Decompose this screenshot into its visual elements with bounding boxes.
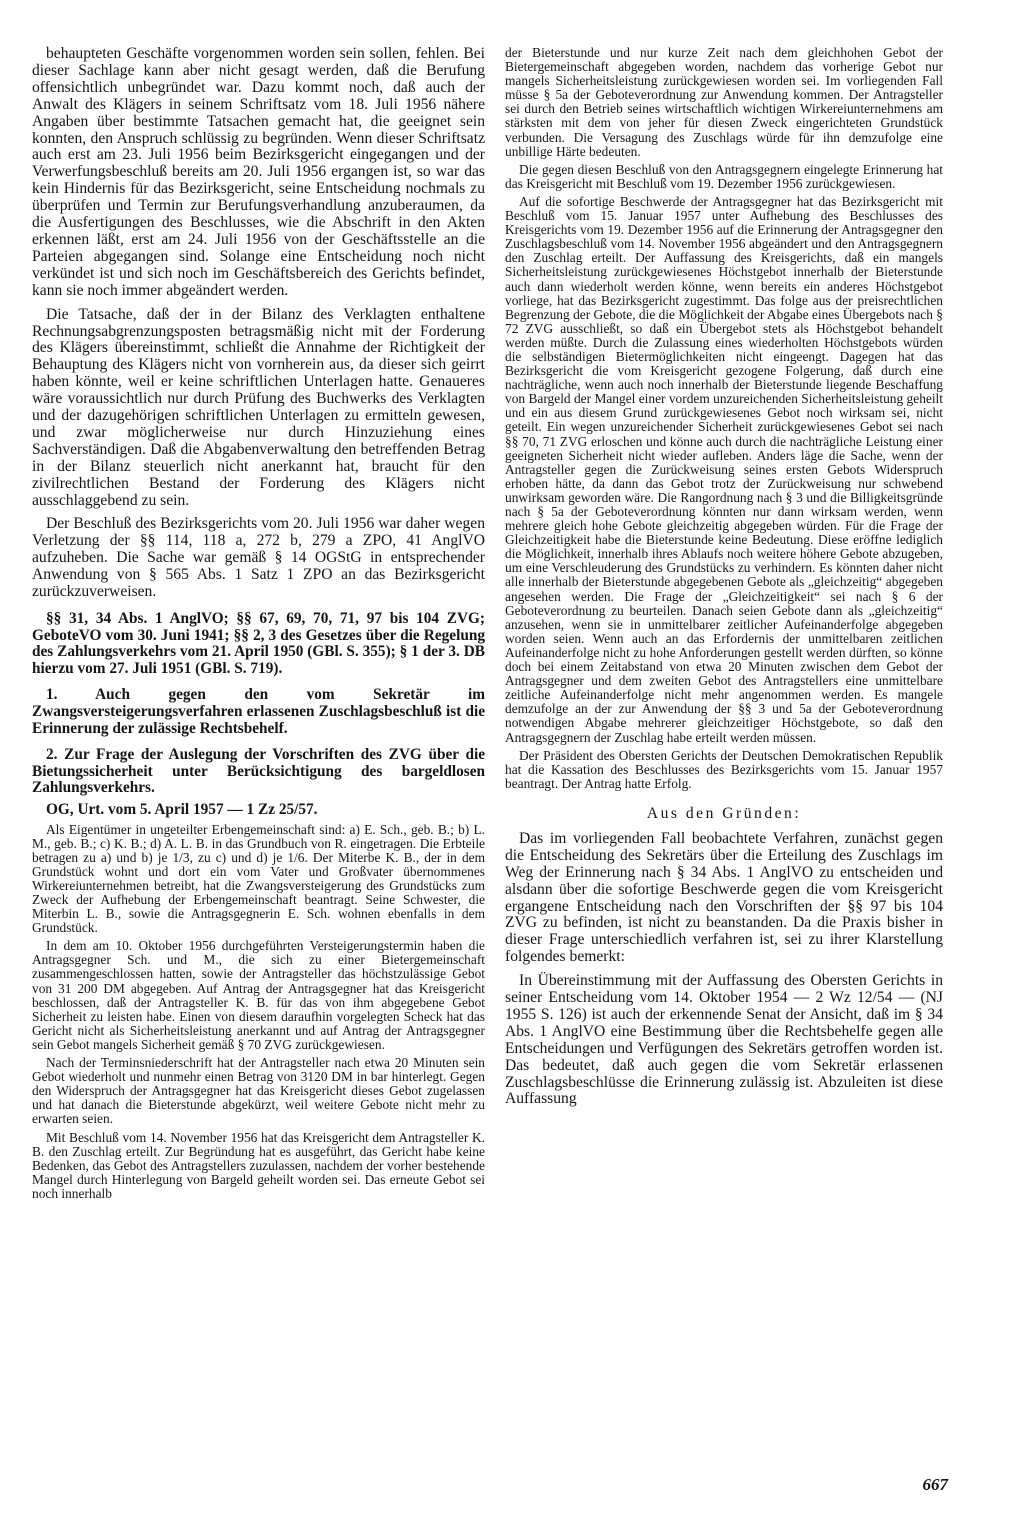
headnote-1: 1. Auch gegen den vom Sekretär im Zwangsversteigerungsverfahren erlassenen Zuschlagsbeschluß ist die Erinnerung der zulässige Rechtsbehelf.	[32, 686, 485, 737]
paragraph: behaupteten Geschäfte vorgenommen worden sein sollen, fehlen. Bei dieser Sachlage kann aber nicht gesagt werden, daß die Berufung offensichtlich unbegründet war. Dazu kommt noch, daß auch der Anwalt des Klägers in seinem Schriftsatz vom 18. Juli 1956 nähere Angaben über bestimmte Tatsachen gemacht hat, die geeignet sein konnten, den Anspruch schlüssig zu begründen. Wenn dieser Schriftsatz auch erst am 23. Juli 1956 beim Bezirksgericht eingegangen und der Verwerfungsbeschluß bereits am 20. Juli 1956 ergangen ist, so war das kein Hindernis für das Bezirksgericht, seine Entscheidung nochmals zu überprüfen und Termin zur Berufungsverhandlung anzuberaumen, da die Ausfertigungen des Beschlusses, wie die Abschrift in den Akten erkennen läßt, erst am 24. Juli 1956 von der Geschäftsstelle an die Parteien abgegangen sind. Solange eine Entscheidung noch nicht verkündet ist und sich noch im Geschäftsbereich des Gerichts befindet, kann sie noch immer abgeändert werden.	[32, 45, 485, 299]
paragraph: Die Tatsache, daß der in der Bilanz des Verklagten enthaltene Rechnungsabgrenzungsposten betragsmäßig nicht mit der Forderung des Klägers übereinstimmt, schließt die Annahme der Richtigkeit der Behauptung des Klägers nicht von vornherein aus, da dieser sich geirrt haben könnte, weil er keine schriftlichen Unterlagen hatte. Genaueres wäre voraussichtlich nur durch Prüfung des Buchwerks des Verklagten und der dazugehörigen schriftlichen Unterlagen zu ermitteln gewesen, und zwar möglicherweise nur durch Hinzuziehung eines Sachverständigen. Daß die Abgabenverwaltung den betreffenden Betrag in der Bilanz steuerlich nicht anerkannt hat, braucht für den zivilrechtlichen Bestand der Forderung des Klägers nicht ausschlaggebend zu sein.	[32, 305, 485, 509]
headnote-2: 2. Zur Frage der Auslegung der Vorschriften des ZVG über die Bietungssicherheit unter Berücksichtigung des bargeldlosen Zahlungsverkehrs.	[32, 746, 485, 797]
paragraph: Das im vorliegenden Fall beobachtete Verfahren, zunächst gegen die Entscheidung des Sekretärs über die Erteilung des Zuschlags im Weg der Erinnerung nach § 34 Abs. 1 AnglVO zu entscheiden und alsdann über die sofortige Beschwerde gegen die vom Kreisgericht ergangene Entscheidung nach den Vorschriften der §§ 97 bis 104 ZVG zu befinden, ist nicht zu beanstanden. Da die Praxis bisher in dieser Frage unterschiedlich verfahren ist, sei zu ihrer Klarstellung folgendes bemerkt:	[505, 829, 943, 966]
page-number: 667	[922, 1475, 948, 1494]
facts-paragraph: In dem am 10. Oktober 1956 durchgeführten Versteigerungstermin haben die Antragsgegner Sch. und M., die sich zu einer Bietergemeinschaft zusammengeschlossen hatten, sowie der Antragsteller das höchstzulässige Gebot von 31 200 DM abgegeben. Auf Antrag der Antragsgegner hat das Kreisgericht beschlossen, daß der Antragsteller K. B. für das von ihm abgegebene Gebot Sicherheit zu leisten habe. Einen von diesem daraufhin vorgelegten Scheck hat das Gericht nicht als Sicherheitsleistung anerkannt und auf Antrag der Antragsgegner sein Gebot mangels Sicherheit gemäß § 70 ZVG zurückgewiesen.	[32, 938, 485, 1052]
facts-paragraph: Auf die sofortige Beschwerde der Antragsgegner hat das Bezirksgericht mit Beschluß vom 15. Januar 1957 unter Aufhebung des Beschlusses des Kreisgerichts vom 19. Dezember 1956 auf die Erinnerung der Antragsgegner den Zuschlagsbeschluß vom 14. November 1956 abgeändert und den Antragsgegnern den Zuschlag erteilt. Der Auffassung des Kreisgerichts, daß ein mangels Sicherheitsleistung zurückgewiesenes Höchstgebot innerhalb der Bieterstunde auch dann wiederholt werden könne, wenn bereits ein anderes Höchstgebot vorliege, hat das Bezirksgericht zugestimmt. Das folge aus der preisrechtlichen Begrenzung der Gebote, die die Möglichkeit der Abgabe eines Übergebots nach § 72 ZVG ausschließt, so daß ein Übergebot stets als Höchstgebot behandelt werden müßte. Durch die Zulassung eines wiederholten Höchstgebots würden die selbständigen Bietermöglichkeiten nicht eingeengt. Dagegen hat das Bezirksgericht die vom Kreisgericht gezogene Folgerung, daß durch eine nachträgliche, wenn auch noch innerhalb der Bieterstunde liegende Beschaffung von Bargeld der Mangel einer vordem unzureichenden Sicherheitsleistung geheilt und ein aus diesem Grund zurückgewiesenes Gebot noch wirksam sei, nicht geteilt. Ein wegen unzureichender Sicherheit zurückgewiesenes Gebot sei nach §§ 70, 71 ZVG erloschen und könne auch durch die nachträgliche Leistung einer geeigneten Sicherheit nicht wieder aufleben. Anders läge die Sache, wenn der Antragsteller gegen die Zurückweisung seines ersten Gebots Widerspruch erhoben hätte, da dann das Gebot trotz der Zurückweisung nur schwebend unwirksam geworden wäre. Die Rangordnung nach § 3 und die Billigkeitsgründe nach § 5a der Geboteverordnung könnten nur dann wirksam werden, wenn mehrere gleich hohe Gebote gleichzeitig abgegeben würden. Für die Frage der Gleichzeitigkeit habe die Bieterstunde keine Bedeutung. Diese eröffne lediglich die Möglichkeit, innerhalb ihres Ablaufs noch weitere höhere Gebote abzugeben, um eine Verschleuderung des Grundstücks zu verhindern. Es könnten daher nicht alle innerhalb der Bieterstunde abgegebenen Gebote als „gleichzeitig“ abgegeben angesehen werden. Die Frage der „Gleichzeitigkeit“ sei nach § 6 der Geboteverordnung zu beurteilen. Danach seien Gebote dann als „gleichzeitig“ anzusehen, wenn sie in unmittelbarer zeitlicher Aufeinanderfolge abgegeben worden seien. Wenn auch an das Erfordernis der unmittelbaren zeitlichen Aufeinanderfolge nicht zu hohe Anforderungen gestellt werden dürften, so könne doch bei einem Zeitabstand von etwa 20 Minuten zwischen dem Gebot der Antragsgegner und dem zweiten Gebot des Antragstellers eine unmittelbare zeitliche Aufeinanderfolge nicht mehr angenommen werden. Es mangele demzufolge an der zur Anwendung der §§ 3 und 5a der Geboteverordnung notwendigen Abgabe mehrerer gleichzeitiger Höchstgebote, so daß den Antragsgegnern der Zuschlag habe erteilt werden müssen.	[505, 193, 943, 745]
facts-paragraph: Mit Beschluß vom 14. November 1956 hat das Kreisgericht dem Antragsteller K. B. den Zuschlag erteilt. Zur Begründung hat es ausgeführt, das Gericht habe keine Bedenken, das Gebot des Antragstellers zuzulassen, nachdem der vorher bestehende Mangel durch Hinterlegung von Bargeld geheilt worden sei. Das erneute Gebot sei noch innerhalb	[32, 1129, 485, 1201]
left-column	[32, 46, 485, 1205]
facts-paragraph: Der Präsident des Obersten Gerichts der Deutschen Demokratischen Republik hat die Kassation des Beschlusses des Bezirksgerichts vom 15. Januar 1957 beantragt. Der Antrag hatte Erfolg.	[505, 747, 943, 791]
facts-paragraph: Die gegen diesen Beschluß von den Antragsgegnern eingelegte Erinnerung hat das Kreisgericht mit Beschluß vom 19. Dezember 1956 zurückgewiesen.	[505, 161, 943, 191]
section-subheading: Aus den Gründen:	[646, 804, 802, 822]
statute-heading: §§ 31, 34 Abs. 1 AnglVO; §§ 67, 69, 70, 71, 97 bis 104 ZVG; GeboteVO vom 30. Juni 1941; §§ 2, 3 des Gesetzes über die Regelung des Zahlungsverkehrs vom 21. April 1950 (GBl. S. 355); § 1 der 3. DB hierzu vom 27. Juli 1951 (GBl. S. 719).	[32, 610, 485, 677]
paragraph: In Übereinstimmung mit der Auffassung des Obersten Gerichts in seiner Entscheidung vom 14. Oktober 1954 — 2 Wz 12/54 — (NJ 1955 S. 126) ist auch der erkennende Senat der Ansicht, daß im § 34 Abs. 1 AnglVO eine Bestimmung über die Rechtsbehelfe gegen alle Entscheidungen und Verfügungen des Sekretärs getroffen worden ist. Das bedeutet, daß auch gegen die vom Sekretär erlassenen Zuschlagsbeschlüsse die Erinnerung zulässig ist. Abzuleiten ist diese Auffassung	[505, 972, 943, 1108]
paragraph: Der Beschluß des Bezirksgerichts vom 20. Juli 1956 war daher wegen Verletzung der §§ 114, 118 a, 272 b, 279 a ZPO, 41 AnglVO aufzuheben. Die Sache war gemäß § 14 OGStG in entsprechender Anwendung von § 565 Abs. 1 Satz 1 ZPO an das Bezirksgericht zurückzuverweisen.	[32, 515, 485, 601]
case-citation: OG, Urt. vom 5. April 1957 — 1 Zz 25/57.	[46, 800, 318, 818]
facts-paragraph: Als Eigentümer in ungeteilter Erbengemeinschaft sind: a) E. Sch., geb. B.; b) L. M., geb. B.; c) K. B.; d) A. L. B. in das Grundbuch von R. eingetragen. Die Erbteile betragen zu a) und b) je 1/3, zu c) und d) je 1/6. Der Miterbe K. B., der in dem Grundstück wohnt und dort ein vom Vater und Großvater übernommenes Wirkereiunternehmen betreibt, hat die Zwangsversteigerung des Grundstücks zum Zweck der Aufhebung der Erbengemeinschaft beantragt. Seine Schwester, die Miterbin L. B., sowie die Antragsgegnerin E. Sch. wohnen ebenfalls in dem Grundstück.	[32, 821, 485, 936]
right-column	[505, 46, 943, 1115]
facts-paragraph: der Bieterstunde und nur kurze Zeit nach dem gleichhohen Gebot der Bietergemeinschaft abgegeben worden, nachdem das vorherige Gebot nur mangels Sicherheitsleistung zurückgewiesen worden sei. Im vorliegenden Fall müsse § 5a der Geboteverordnung zur Anwendung kommen. Der Antragsteller sei durch den Betrieb seines wirtschaftlich wichtigen Wirkereiunternehmens am stärksten mit dem von jeher für diesen Zweck eingerichteten Grundstück verbunden. Die Versagung des Zuschlags würde für ihn demzufolge eine unbillige Härte bedeuten.	[505, 45, 943, 159]
facts-paragraph: Nach der Terminsniederschrift hat der Antragsteller nach etwa 20 Minuten sein Gebot wiederholt und nunmehr einen Betrag von 3120 DM in bar hinterlegt. Gegen den Widerspruch der Antragsgegner hat das Kreisgericht dieses Gebot zugelassen und hat danach die Bieterstunde abgekürzt, weil weitere Gebote nicht mehr zu erwarten seien.	[32, 1055, 485, 1127]
